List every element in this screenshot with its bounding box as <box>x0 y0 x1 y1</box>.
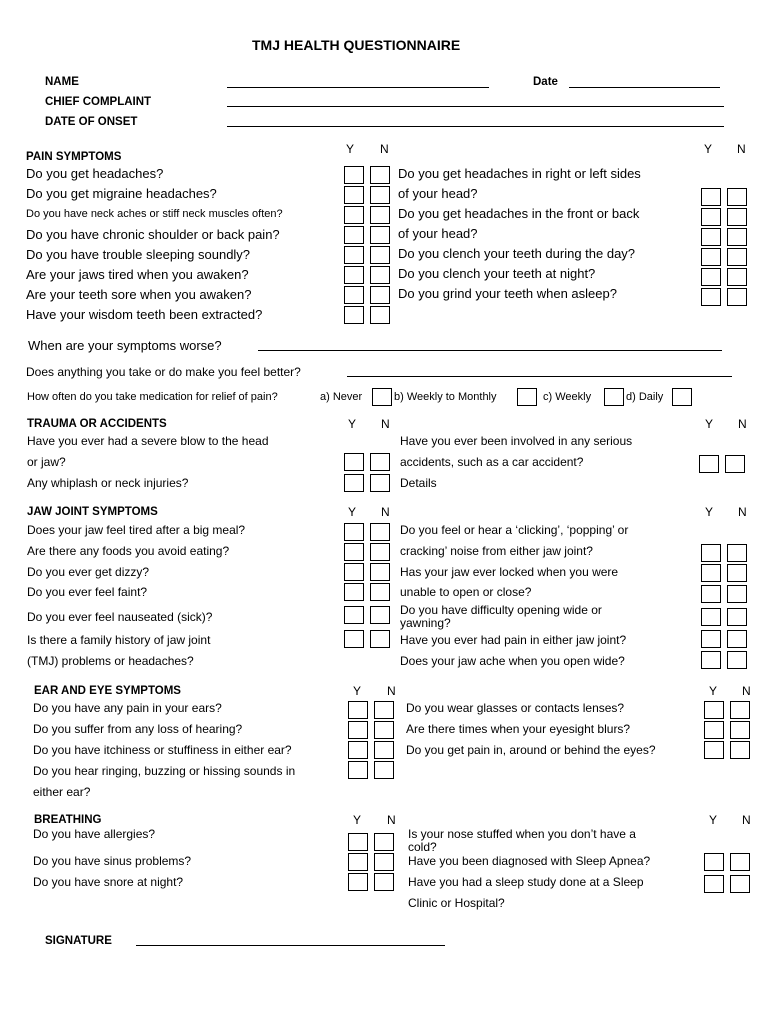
yes-header: Y <box>709 684 718 698</box>
no-checkbox[interactable] <box>727 608 747 626</box>
yes-checkbox[interactable] <box>704 701 724 719</box>
no-header: N <box>381 505 390 519</box>
no-checkbox[interactable] <box>730 853 750 871</box>
question-text: Have your wisdom teeth been extracted? <box>26 307 263 322</box>
question-text: unable to open or close? <box>400 585 532 599</box>
signature-field[interactable] <box>136 945 445 946</box>
yes-header: Y <box>353 684 362 698</box>
question-text: Do you wear glasses or contacts lenses? <box>406 701 625 715</box>
chief-complaint-label: CHIEF COMPLAINT <box>45 96 152 108</box>
question-text: Have you been diagnosed with Sleep Apnea? <box>408 854 651 868</box>
question-text: Any whiplash or neck injuries? <box>27 476 189 490</box>
yes-checkbox[interactable] <box>348 701 368 719</box>
question-text: Are there times when your eyesight blurs? <box>406 722 631 736</box>
no-checkbox[interactable] <box>370 166 390 184</box>
question-text: Are your teeth sore when you awaken? <box>26 287 252 302</box>
no-checkbox[interactable] <box>374 701 394 719</box>
feel-better-field[interactable] <box>347 376 732 377</box>
question-text: Do you get migraine headaches? <box>26 186 217 201</box>
yes-header: Y <box>709 813 718 827</box>
option-daily: d) Daily <box>626 391 664 403</box>
yes-checkbox[interactable] <box>701 630 721 648</box>
yes-checkbox[interactable] <box>348 761 368 779</box>
yes-checkbox[interactable] <box>701 651 721 669</box>
question-text: Do you clench your teeth during the day? <box>398 246 636 261</box>
option-weekly: c) Weekly <box>543 391 592 403</box>
question-text: Do you have snore at night? <box>33 875 184 889</box>
never-checkbox[interactable] <box>372 388 392 406</box>
yes-checkbox[interactable] <box>701 248 721 266</box>
question-text: Is your nose stuffed when you don’t have a <box>408 827 636 841</box>
no-header: N <box>742 684 751 698</box>
feel-better-label: Does anything you take or do make you feel better? <box>26 365 301 379</box>
question-text: Do you get headaches in the front or back <box>398 206 640 221</box>
question-text: Do you clench your teeth at night? <box>398 266 596 281</box>
no-checkbox[interactable] <box>370 453 390 471</box>
no-checkbox[interactable] <box>370 186 390 204</box>
question-text: cracking’ noise from either jaw joint? <box>400 544 593 558</box>
weekly-monthly-checkbox[interactable] <box>517 388 537 406</box>
date-of-onset-field[interactable] <box>227 126 724 127</box>
no-checkbox[interactable] <box>727 228 747 246</box>
no-checkbox[interactable] <box>727 208 747 226</box>
question-text: Do you get headaches? <box>26 166 164 181</box>
no-checkbox[interactable] <box>370 583 390 601</box>
no-checkbox[interactable] <box>727 544 747 562</box>
no-checkbox[interactable] <box>730 701 750 719</box>
medication-question: How often do you take medication for relief of pain? <box>27 391 278 403</box>
yes-header: Y <box>348 417 357 431</box>
yes-checkbox[interactable] <box>704 721 724 739</box>
yes-checkbox[interactable] <box>344 306 364 324</box>
question-text: either ear? <box>33 785 91 799</box>
no-header: N <box>742 813 751 827</box>
question-text: Have you had a sleep study done at a Sleep <box>408 875 644 889</box>
yes-checkbox[interactable] <box>701 608 721 626</box>
no-checkbox[interactable] <box>730 721 750 739</box>
yes-checkbox[interactable] <box>701 585 721 603</box>
yes-checkbox[interactable] <box>344 583 364 601</box>
question-text: Does your jaw ache when you open wide? <box>400 654 625 668</box>
question-text: Do you grind your teeth when asleep? <box>398 286 617 301</box>
jaw-heading: JAW JOINT SYMPTOMS <box>27 506 158 518</box>
question-text: Do you ever feel faint? <box>27 585 148 599</box>
question-text: Do you hear ringing, buzzing or hissing sounds in <box>33 764 296 778</box>
yes-checkbox[interactable] <box>344 226 364 244</box>
question-text: Do you have trouble sleeping soundly? <box>26 247 251 262</box>
question-text: Are there any foods you avoid eating? <box>27 544 230 558</box>
question-text: cold? <box>408 840 437 854</box>
no-checkbox[interactable] <box>374 741 394 759</box>
yes-checkbox[interactable] <box>344 206 364 224</box>
chief-complaint-field[interactable] <box>227 106 724 107</box>
yes-checkbox[interactable] <box>344 453 364 471</box>
question-text: Do you have chronic shoulder or back pain? <box>26 227 280 242</box>
yes-checkbox[interactable] <box>701 544 721 562</box>
option-never: a) Never <box>320 391 363 403</box>
yes-checkbox[interactable] <box>348 873 368 891</box>
no-checkbox[interactable] <box>370 523 390 541</box>
question-text: Do you have allergies? <box>33 827 156 841</box>
ear-heading: EAR AND EYE SYMPTOMS <box>34 685 181 697</box>
question-text: Is there a family history of jaw joint <box>27 633 211 647</box>
yes-checkbox[interactable] <box>344 246 364 264</box>
no-checkbox[interactable] <box>727 630 747 648</box>
trauma-heading: TRAUMA OR ACCIDENTS <box>27 418 167 430</box>
yes-checkbox[interactable] <box>704 875 724 893</box>
no-checkbox[interactable] <box>374 833 394 851</box>
no-header: N <box>738 505 747 519</box>
yes-checkbox[interactable] <box>344 474 364 492</box>
no-header: N <box>387 813 396 827</box>
question-text: Do you ever get dizzy? <box>27 565 150 579</box>
question-text: Do you have itchiness or stuffiness in either ear? <box>33 743 292 757</box>
page-title: TMJ HEALTH QUESTIONNAIRE <box>252 37 461 53</box>
name-field[interactable] <box>227 87 489 88</box>
no-checkbox[interactable] <box>725 455 745 473</box>
no-checkbox[interactable] <box>370 266 390 284</box>
question-text: Do you ever feel nauseated (sick)? <box>27 610 213 624</box>
no-header: N <box>737 142 746 156</box>
question-text: Have you ever had pain in either jaw joint? <box>400 633 627 647</box>
yes-checkbox[interactable] <box>344 286 364 304</box>
no-header: N <box>738 417 747 431</box>
yes-checkbox[interactable] <box>348 833 368 851</box>
name-label: NAME <box>45 76 79 88</box>
no-checkbox[interactable] <box>730 741 750 759</box>
yes-checkbox[interactable] <box>348 853 368 871</box>
no-checkbox[interactable] <box>727 564 747 582</box>
question-text: Are your jaws tired when you awaken? <box>26 267 249 282</box>
yes-checkbox[interactable] <box>701 208 721 226</box>
question-text: Details <box>400 476 437 490</box>
date-label: Date <box>533 76 558 88</box>
yes-header: Y <box>705 505 714 519</box>
no-header: N <box>380 142 389 156</box>
yes-checkbox[interactable] <box>699 455 719 473</box>
no-checkbox[interactable] <box>727 188 747 206</box>
yes-checkbox[interactable] <box>704 853 724 871</box>
no-checkbox[interactable] <box>727 268 747 286</box>
question-text: or jaw? <box>27 455 66 469</box>
question-text: Do you get pain in, around or behind the eyes? <box>406 743 656 757</box>
question-text: Clinic or Hospital? <box>408 896 505 910</box>
question-text: Have you ever been involved in any serious <box>400 434 633 448</box>
yes-checkbox[interactable] <box>344 186 364 204</box>
yes-header: Y <box>705 417 714 431</box>
question-text: yawning? <box>400 616 451 630</box>
yes-header: Y <box>346 142 355 156</box>
yes-header: Y <box>704 142 713 156</box>
no-checkbox[interactable] <box>374 853 394 871</box>
no-checkbox[interactable] <box>370 306 390 324</box>
yes-header: Y <box>353 813 362 827</box>
breathing-heading: BREATHING <box>34 814 102 826</box>
question-text: Has your jaw ever locked when you were <box>400 565 619 579</box>
no-checkbox[interactable] <box>370 606 390 624</box>
no-header: N <box>381 417 390 431</box>
yes-checkbox[interactable] <box>701 288 721 306</box>
no-checkbox[interactable] <box>727 585 747 603</box>
no-checkbox[interactable] <box>370 474 390 492</box>
yes-checkbox[interactable] <box>344 266 364 284</box>
no-checkbox[interactable] <box>727 651 747 669</box>
symptoms-worse-label: When are your symptoms worse? <box>28 338 222 353</box>
question-text: Does your jaw feel tired after a big meal? <box>27 523 246 537</box>
yes-checkbox[interactable] <box>344 606 364 624</box>
question-text: Do you have any pain in your ears? <box>33 701 222 715</box>
question-text: accidents, such as a car accident? <box>400 455 584 469</box>
no-checkbox[interactable] <box>370 226 390 244</box>
question-text: Do you have neck aches or stiff neck muscles often? <box>26 208 283 220</box>
yes-checkbox[interactable] <box>701 228 721 246</box>
option-weekly-monthly: b) Weekly to Monthly <box>394 391 497 403</box>
question-text: Do you get headaches in right or left sides <box>398 166 641 181</box>
no-checkbox[interactable] <box>370 246 390 264</box>
yes-checkbox[interactable] <box>348 741 368 759</box>
no-checkbox[interactable] <box>374 873 394 891</box>
yes-header: Y <box>348 505 357 519</box>
yes-checkbox[interactable] <box>344 166 364 184</box>
no-checkbox[interactable] <box>370 630 390 648</box>
question-text: Do you feel or hear a ‘clicking’, ‘popping’ or <box>400 523 629 537</box>
no-checkbox[interactable] <box>374 721 394 739</box>
yes-checkbox[interactable] <box>701 188 721 206</box>
no-checkbox[interactable] <box>370 286 390 304</box>
no-checkbox[interactable] <box>727 288 747 306</box>
no-checkbox[interactable] <box>374 761 394 779</box>
date-of-onset-label: DATE OF ONSET <box>45 116 138 128</box>
signature-label: SIGNATURE <box>45 935 112 947</box>
no-checkbox[interactable] <box>370 543 390 561</box>
yes-checkbox[interactable] <box>344 630 364 648</box>
yes-checkbox[interactable] <box>704 741 724 759</box>
no-checkbox[interactable] <box>727 248 747 266</box>
question-text: Have you ever had a severe blow to the head <box>27 434 269 448</box>
yes-checkbox[interactable] <box>701 268 721 286</box>
no-checkbox[interactable] <box>370 563 390 581</box>
question-text: of your head? <box>398 226 478 241</box>
yes-checkbox[interactable] <box>344 523 364 541</box>
question-text: of your head? <box>398 186 478 201</box>
no-checkbox[interactable] <box>370 206 390 224</box>
weekly-checkbox[interactable] <box>604 388 624 406</box>
yes-checkbox[interactable] <box>348 721 368 739</box>
yes-checkbox[interactable] <box>344 543 364 561</box>
question-text: Do you suffer from any loss of hearing? <box>33 722 243 736</box>
question-text: (TMJ) problems or headaches? <box>27 654 194 668</box>
no-header: N <box>387 684 396 698</box>
no-checkbox[interactable] <box>730 875 750 893</box>
question-text: Do you have sinus problems? <box>33 854 192 868</box>
pain-heading: PAIN SYMPTOMS <box>26 151 122 163</box>
yes-checkbox[interactable] <box>701 564 721 582</box>
question-text: Do you have difficulty opening wide or <box>400 603 602 617</box>
yes-checkbox[interactable] <box>344 563 364 581</box>
date-field[interactable] <box>569 87 720 88</box>
daily-checkbox[interactable] <box>672 388 692 406</box>
symptoms-worse-field[interactable] <box>258 350 722 351</box>
